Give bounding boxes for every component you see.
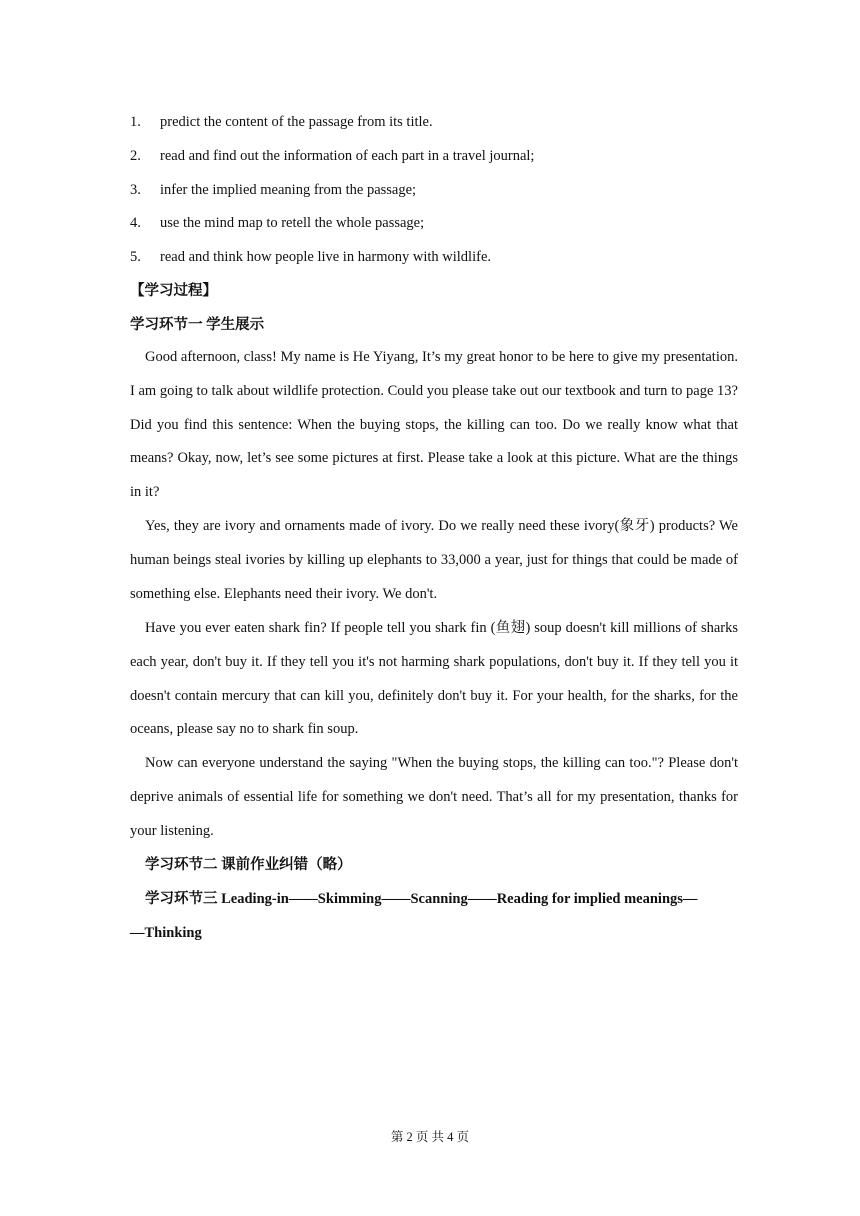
list-item: 1. predict the content of the passage from its title. xyxy=(130,114,433,130)
paragraph: Good afternoon, class! My name is He Yiyang, It’s my great honor to be here to give my presentation. I am going to talk about wildlife protection. Could you please take out our textbook and turn to page 13? Did you find this sentence: When the buying stops, the killing can too. Do we really know what that means? Okay, now, let’s see some pictures at first. Please take a look at this picture. What are the things in it? xyxy=(130,349,738,501)
page-footer: 第 2 页 共 4 页 xyxy=(390,1130,470,1144)
step2-title: 学习环节二 课前作业纠错（略） xyxy=(145,857,352,873)
paragraph: Yes, they are ivory and ornaments made of ivory. Do we really need these ivory(象牙) products? We human beings steal ivories by killing up elephants to 33,000 a year, just for things that could be made of something else. Elephants need their ivory. We don't. xyxy=(130,518,738,602)
list-item: 5. read and think how people live in harmony with wildlife. xyxy=(130,249,492,266)
paragraph: Now can everyone understand the saying "When the buying stops, the killing can too."? Please don't deprive animals of essential life for something we don't need. That’s all for my presentation, thanks for your listening. xyxy=(130,755,738,839)
step1-title: 学习环节一 学生展示 xyxy=(130,317,265,333)
list-item: 2. read and find out the information of each part in a travel journal; xyxy=(130,147,535,164)
step3-title-continued: —Thinking xyxy=(130,925,202,941)
objectives-list xyxy=(130,113,730,282)
list-item: 4. use the mind map to retell the whole passage; xyxy=(130,215,425,232)
step3-title: 学习环节三 Leading-in——Skimming——Scanning——Reading for implied meanings— xyxy=(145,891,698,907)
section-title: 【学习过程】 xyxy=(130,283,217,299)
list-item: 3. infer the implied meaning from the passage; xyxy=(130,181,417,198)
paragraph: Have you ever eaten shark fin? If people tell you shark fin (鱼翅) soup doesn't kill millions of sharks each year, don't buy it. If they tell you it's not harming shark populations, don't buy it. If they tell you it doesn't contain mercury that can kill you, definitely don't buy it. For your health, for the sharks, for the oceans, please say no to shark fin soup. xyxy=(130,620,738,738)
